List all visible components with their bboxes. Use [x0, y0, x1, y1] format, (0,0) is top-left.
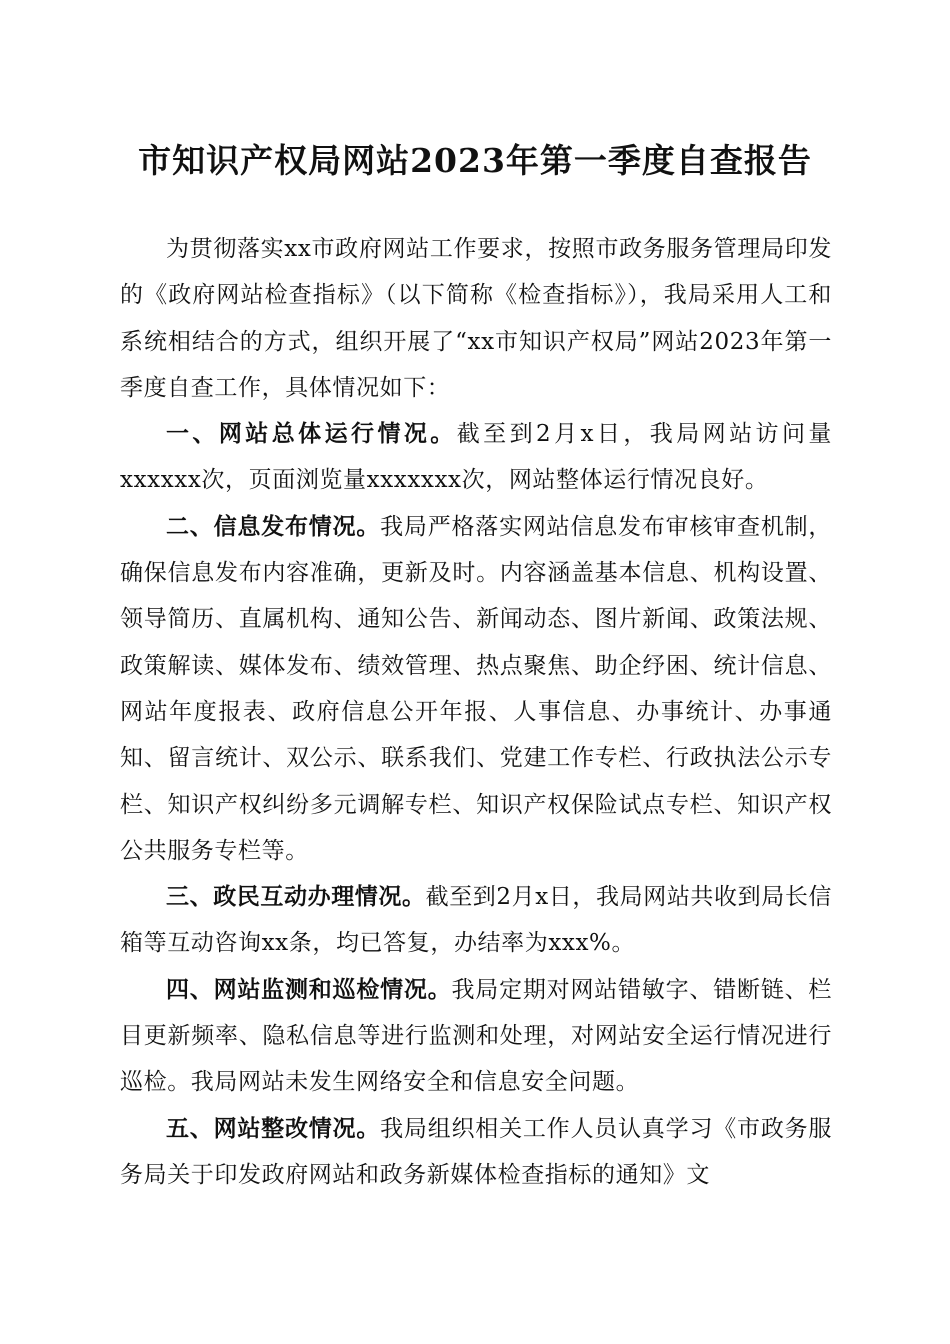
section-text: 截至到2月x日，我局网站访问量xxxxxx次，页面浏览量xxxxxxx次，网站整体运行情况良好。	[120, 421, 832, 494]
section-text: 我局定期对网站错敏字、错断链、栏目更新频率、隐私信息等进行监测和处理，对网站安全运行情况进行巡检。我局网站未发生网络安全和信息安全问题。	[120, 976, 832, 1096]
section-paragraph	[120, 411, 832, 504]
section-text: 截至到2月x日，我局网站共收到局长信箱等互动咨询xx条，均已答复，办结率为xxx%。	[120, 884, 833, 957]
document-title: 市知识产权局网站2023年第一季度自查报告	[138, 141, 812, 180]
section-paragraph	[120, 967, 832, 1106]
intro-paragraph: 为贯彻落实xx市政府网站工作要求，按照市政务服务管理局印发的《政府网站检查指标》（以下简称《检查指标》），我局采用人工和系统相结合的方式，组织开展了“xx市知识产权局”网站2023年第一季度自查工作，具体情况如下：	[120, 236, 832, 401]
section-paragraph	[120, 874, 832, 967]
section-heading: 二、信息发布情况。	[166, 513, 381, 540]
document-body	[120, 226, 832, 1198]
section-text: 我局严格落实网站信息发布审核审查机制，确保信息发布内容准确，更新及时。内容涵盖基本信息、机构设置、领导简历、直属机构、通知公告、新闻动态、图片新闻、政策法规、政策解读、媒体发布、绩效管理、热点聚焦、助企纾困、统计信息、网站年度报表、政府信息公开年报、人事信息、办事统计、办事通知、留言统计、双公示、联系我们、党建工作专栏、行政执法公示专栏、知识产权纠纷多元调解专栏、知识产权保险试点专栏、知识产权公共服务专栏等。	[120, 513, 832, 864]
section-heading: 三、政民互动办理情况。	[166, 884, 426, 911]
section-heading: 五、网站整改情况。	[166, 1115, 381, 1142]
section-text: 我局组织相关工作人员认真学习《市政务服务局关于印发政府网站和政务新媒体检查指标的通知》文	[120, 1115, 832, 1188]
section-heading: 四、网站监测和巡检情况。	[166, 976, 452, 1003]
section-paragraph	[120, 1106, 832, 1199]
section-heading: 一、网站总体运行情况。	[166, 421, 457, 448]
section-paragraph	[120, 504, 832, 874]
